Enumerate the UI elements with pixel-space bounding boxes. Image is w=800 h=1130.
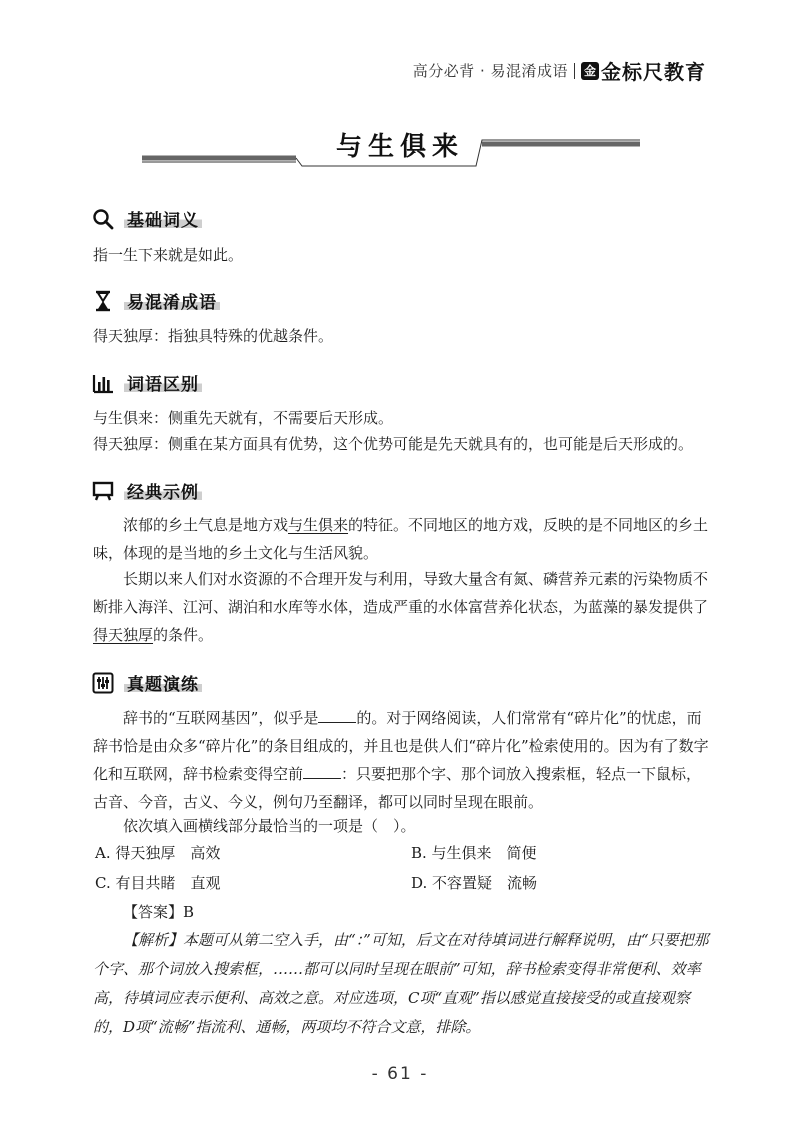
header-divider: [574, 63, 575, 79]
question-part-1: 辞书的“互联网基因”，似乎是: [123, 709, 319, 727]
section-confusable-title: 易混淆成语: [124, 288, 220, 313]
question-part-2: 的。对于网络阅读，人们常常有“碎片化”的忧虑，而辞书恰是由众多“碎片化”的条目组成的，并且也是供人们“碎片化”检索使用的。因为有了数字化和互联网，辞书检索变得空前: [93, 709, 709, 783]
page-title: 与生俱来: [335, 132, 464, 162]
example-2-term: 得天独厚: [93, 626, 154, 644]
page-header: [413, 56, 706, 85]
cart-icon: [92, 480, 114, 502]
example-1: [93, 511, 713, 567]
exercise-prompt: 依次填入画横线部分最恰当的一项是（ ）。: [123, 817, 416, 835]
example-2-before: 长期以来人们对水资源的不合理开发与利用，导致大量含有氮、磷营养元素的污染物质不断排入海洋、江河、湖泊和水库等水体，造成严重的水体富营养化状态，为蓝藻的暴发提供了: [93, 570, 709, 616]
meaning-text: 指一生下来就是如此。: [93, 246, 244, 264]
blank-2: [303, 764, 341, 779]
bar-chart-icon: [92, 372, 114, 394]
title-banner: [0, 118, 800, 178]
magnifier-icon: [92, 208, 114, 230]
series-title: 高分必背 · 易混淆成语: [412, 62, 568, 80]
option-b: B. 与生俱来 简便: [411, 844, 537, 862]
answer-line: 【答案】B: [123, 903, 195, 921]
example-1-after: 的特征。不同地区的地方戏，反映的是不同地区的乡土味，体现的是当地的乡土文化与生活风貌。: [93, 516, 709, 562]
section-confusable-heading: [92, 288, 220, 313]
blank-1: [318, 708, 356, 723]
confusable-text: 得天独厚：指独具特殊的优越条件。: [93, 327, 334, 345]
difference-line-2: 得天独厚：侧重在某方面具有优势，这个优势可能是先天就具有的，也可能是后天形成的。: [93, 435, 694, 453]
example-1-term: 与生俱来: [288, 516, 349, 534]
section-examples-heading: [92, 478, 202, 503]
exercise-question: [93, 704, 713, 816]
brand-name: 金标尺教育: [601, 60, 706, 84]
difference-line-1: 与生俱来：侧重先天就有，不需要后天形成。: [93, 409, 394, 427]
section-difference-title: 词语区别: [124, 370, 202, 395]
analysis-text: 【解析】本题可从第二空入手，由“：”可知，后文在对待填词进行解释说明，由“只要把那个字、那个词放入搜索框，……都可以同时呈现在眼前”可知，辞书检索变得非常便利、效率高，待填词应表示便利、高效之意。对应选项，C项“直观”指以感觉直接接受的或直接观察的，D项“流畅”指流利、通畅，两项均不符合文意，排除。: [93, 931, 709, 1036]
section-meaning-heading: [92, 206, 202, 231]
sliders-icon: [92, 672, 114, 694]
question-part-3: ：只要把那个字、那个词放入搜索框，轻点一下鼠标，古音、今音，古义、今义，例句乃至翻译，都可以同时呈现在眼前。: [93, 765, 702, 811]
example-1-before: 浓郁的乡土气息是地方戏: [123, 516, 289, 534]
section-exercise-title: 真题演练: [124, 670, 202, 695]
section-exercise-heading: [92, 670, 202, 695]
hourglass-icon: [92, 290, 114, 312]
example-2-after: 的条件。: [153, 626, 214, 644]
section-difference-heading: [92, 370, 202, 395]
brand-mark-icon: 金: [581, 62, 599, 80]
section-meaning-title: 基础词义: [124, 206, 202, 231]
option-c: C. 有目共睹 直观: [95, 874, 221, 892]
brand-logo: [581, 56, 706, 85]
section-examples-title: 经典示例: [124, 478, 202, 503]
page-number: - 61 -: [371, 1064, 429, 1084]
option-d: D. 不容置疑 流畅: [411, 874, 538, 892]
option-a: A. 得天独厚 高效: [95, 844, 221, 862]
example-2: [93, 565, 713, 649]
